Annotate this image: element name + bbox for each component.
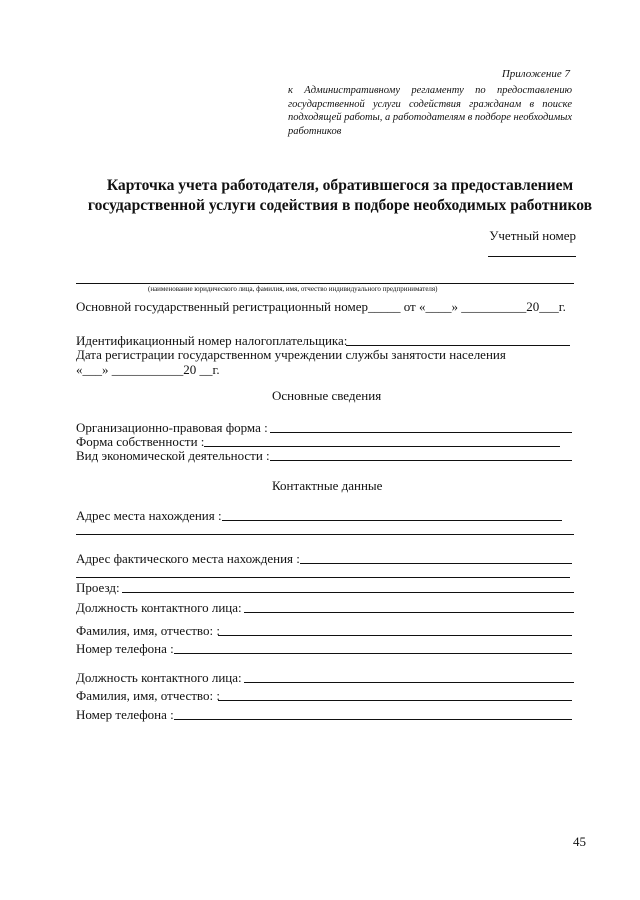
document-title xyxy=(40,176,640,216)
employer-name-caption: (наименование юридического лица, фамилия, имя, отчество индивидуального предпринимателя) xyxy=(148,285,438,293)
page-number: 45 xyxy=(573,834,586,849)
legal-form-label: Организационно-правовая форма : xyxy=(76,420,268,435)
actual-address-label: Адрес фактического места нахождения : xyxy=(76,551,300,566)
economic-activity-label: Вид экономической деятельности : xyxy=(76,448,270,463)
legal-address-line xyxy=(222,520,562,521)
title-line-2: государственной услуги содействия в подборе необходимых работников xyxy=(87,197,593,214)
economic-activity-line xyxy=(270,460,572,461)
regulation-note: к Административному регламенту по предоставлению государственной услуги содействия гражданам в поиске подходящей работы, а работодателям в подборе необходимых работников xyxy=(288,85,572,137)
legal-form-line xyxy=(270,432,572,433)
contact2-position-line xyxy=(244,682,574,683)
contacts-heading: Контактные данные xyxy=(272,478,383,493)
contact2-position-label: Должность контактного лица: xyxy=(76,670,242,685)
contact2-name-label: Фамилия, имя, отчество: : xyxy=(76,688,220,703)
contact2-name-line xyxy=(218,700,572,701)
contact1-position-label: Должность контактного лица: xyxy=(76,600,242,615)
title-line-1: Карточка учета работодателя, обратившегося за предоставлением xyxy=(106,177,574,194)
employer-name-line xyxy=(76,283,574,284)
contact1-name-line xyxy=(218,635,572,636)
basic-info-heading: Основные сведения xyxy=(272,388,382,403)
contact1-name-label: Фамилия, имя, отчество: : xyxy=(76,623,220,638)
actual-address-line xyxy=(300,563,572,564)
registration-number-label: Учетный номер xyxy=(489,228,576,243)
legal-address-line-2 xyxy=(76,534,574,535)
contact1-phone-line xyxy=(174,653,572,654)
directions-label: Проезд: xyxy=(76,580,120,595)
ownership-form-label: Форма собственности : xyxy=(76,434,205,449)
registration-date-label: Дата регистрации государственном учреждении службы занятости населения xyxy=(76,347,506,362)
inn-line xyxy=(346,345,570,346)
contact1-position-line xyxy=(244,612,574,613)
contact2-phone-line xyxy=(174,719,572,720)
registration-date-value: «___» ___________20 __г. xyxy=(76,362,220,377)
inn-label: Идентификационный номер налогоплательщика: xyxy=(76,333,348,348)
ownership-form-line xyxy=(204,446,560,447)
contact2-phone-label: Номер телефона : xyxy=(76,707,174,722)
legal-address-label: Адрес места нахождения : xyxy=(76,508,222,523)
contact1-phone-label: Номер телефона : xyxy=(76,641,174,656)
directions-line xyxy=(122,592,574,593)
registration-number-line xyxy=(488,256,576,257)
appendix-label: Приложение 7 xyxy=(501,68,570,80)
ogrn-field: Основной государственный регистрационный номер_____ от «____» __________20___г. xyxy=(76,299,566,314)
actual-address-line-2 xyxy=(76,577,570,578)
